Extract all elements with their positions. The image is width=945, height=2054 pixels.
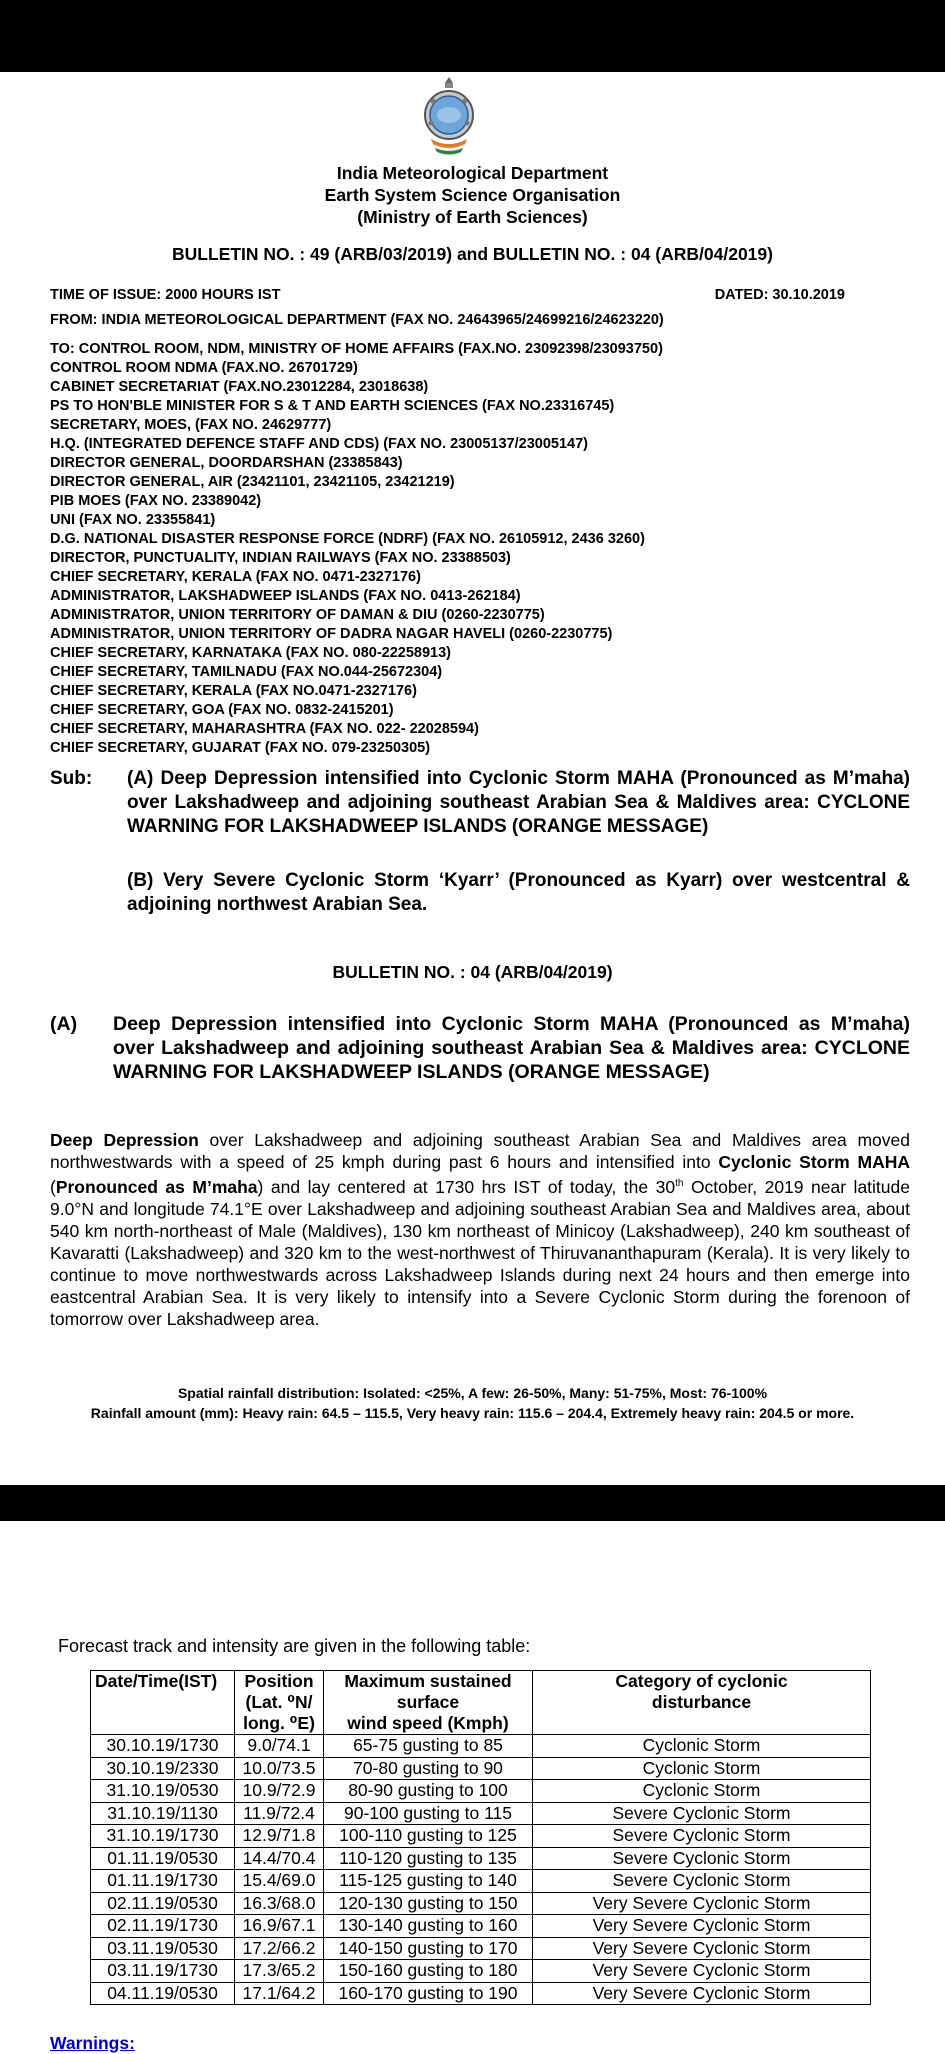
table-row [91, 1960, 871, 1983]
description-paragraph [50, 1129, 910, 1330]
bulletin-number: BULLETIN NO. : 04 (ARB/04/2019) [332, 962, 613, 982]
cell-wind: 120-130 gusting to 150 [324, 1892, 533, 1915]
cell-datetime: 31.10.19/1730 [91, 1825, 235, 1848]
body-text: October, 2019 near latitude 9.0°N and longitude 74.1°E over Lakshadweep and adjoining southeast Arabian Sea and Maldives area, about 540 km north-northeast of Male (Maldives), 130 km northeast of Minicoy (Lakshadweep), 240 km southeast of Kavaratti (Lakshadweep) and 320 km to the west-northwest of Thiruvananthapuram (Kerala). It is very likely to continue to move northwestwards across Lakshadweep Islands during next 24 hours and then emerge into eastcentral Arabian Sea. It is very likely to intensify into a Severe Cyclonic Storm during the forenoon of tomorrow over Lakshadweep area. [50, 1176, 910, 1329]
table-row [91, 1735, 871, 1758]
cell-category: Cyclonic Storm [533, 1757, 871, 1780]
col-wind-speed: Maximum sustained surface wind speed (Kmph) [324, 1671, 533, 1735]
body-text: over Lakshadweep and adjoining southeast Arabian Sea and Maldives area moved northwestwards with a speed of 25 kmph during past 6 hours and intensified into [50, 1130, 910, 1172]
page-break-bar [0, 1485, 945, 1521]
cell-position: 16.3/68.0 [235, 1892, 324, 1915]
cell-category: Cyclonic Storm [533, 1735, 871, 1758]
col-datetime: Date/Time(IST) [91, 1671, 235, 1735]
cell-position: 9.0/74.1 [235, 1735, 324, 1758]
section-a-label: (A) [50, 1013, 78, 1035]
table-row [91, 1915, 871, 1938]
from-line: FROM: INDIA METEOROLOGICAL DEPARTMENT (FAX NO. 24643965/24699216/24623220) [50, 312, 664, 328]
cell-wind: 115-125 gusting to 140 [324, 1870, 533, 1893]
cell-datetime: 03.11.19/0530 [91, 1937, 235, 1960]
recipient-line: ADMINISTRATOR, LAKSHADWEEP ISLANDS (FAX NO. 0413-262184) [50, 588, 521, 604]
ordinal-suffix: th [675, 1178, 684, 1189]
recipient-line: DIRECTOR, PUNCTUALITY, INDIAN RAILWAYS (FAX NO. 23388503) [50, 550, 511, 566]
cell-category: Severe Cyclonic Storm [533, 1847, 871, 1870]
cell-wind: 150-160 gusting to 180 [324, 1960, 533, 1983]
col-category: Category of cyclonic disturbance [533, 1671, 871, 1735]
table-row [91, 1757, 871, 1780]
table-header-row [91, 1671, 871, 1735]
cell-category: Severe Cyclonic Storm [533, 1870, 871, 1893]
cell-wind: 100-110 gusting to 125 [324, 1825, 533, 1848]
bold-text: Deep Depression [50, 1130, 199, 1150]
section-a-heading [50, 1012, 910, 1084]
recipient-line: TO: CONTROL ROOM, NDM, MINISTRY OF HOME AFFAIRS (FAX.NO. 23092398/23093750) [50, 341, 663, 357]
cell-category: Severe Cyclonic Storm [533, 1802, 871, 1825]
bold-text: Pronounced as M’maha [55, 1176, 258, 1197]
cell-position: 15.4/69.0 [235, 1870, 324, 1893]
cell-position: 17.3/65.2 [235, 1960, 324, 1983]
recipient-line: CABINET SECRETARIAT (FAX.NO.23012284, 23018638) [50, 379, 429, 395]
cell-wind: 130-140 gusting to 160 [324, 1915, 533, 1938]
cell-datetime: 02.11.19/1730 [91, 1915, 235, 1938]
cell-category: Very Severe Cyclonic Storm [533, 1892, 871, 1915]
cell-datetime: 30.10.19/2330 [91, 1757, 235, 1780]
cell-category: Very Severe Cyclonic Storm [533, 1915, 871, 1938]
recipient-line: H.Q. (INTEGRATED DEFENCE STAFF AND CDS) (FAX NO. 23005137/23005147) [50, 436, 588, 452]
section-a-title: Deep Depression intensified into Cyclonic Storm MAHA (Pronounced as M’maha) over Lakshadweep and adjoining southeast Arabian Sea & Maldives area: CYCLONE WARNING FOR LAKSHADWEEP ISLANDS (ORANGE MESSAGE) [113, 1013, 910, 1083]
cell-wind: 110-120 gusting to 135 [324, 1847, 533, 1870]
org-line: (Ministry of Earth Sciences) [357, 207, 588, 227]
cell-position: 14.4/70.4 [235, 1847, 324, 1870]
subject-b: (B) Very Severe Cyclonic Storm ‘Kyarr’ (Pronounced as Kyarr) over westcentral & adjoining northwest Arabian Sea. [127, 870, 910, 915]
subject-label: Sub: [50, 768, 93, 789]
recipient-line: CONTROL ROOM NDMA (FAX.NO. 26701729) [50, 360, 358, 376]
cell-category: Cyclonic Storm [533, 1780, 871, 1803]
top-black-bar [0, 0, 945, 72]
cell-datetime: 31.10.19/1130 [91, 1802, 235, 1825]
time-of-issue: TIME OF ISSUE: 2000 HOURS IST [50, 287, 281, 303]
recipient-line: CHIEF SECRETARY, TAMILNADU (FAX NO.044-25672304) [50, 664, 443, 680]
table-row [91, 1937, 871, 1960]
bulletin-title: BULLETIN NO. : 49 (ARB/03/2019) and BULLETIN NO. : 04 (ARB/04/2019) [172, 244, 773, 264]
cell-datetime: 02.11.19/0530 [91, 1892, 235, 1915]
table-row [91, 1982, 871, 2005]
cell-position: 17.2/66.2 [235, 1937, 324, 1960]
recipient-line: SECRETARY, MOES, (FAX NO. 24629777) [50, 417, 332, 433]
recipient-line: CHIEF SECRETARY, KERALA (FAX NO.0471-2327176) [50, 683, 417, 699]
body-text: ) and lay centered at 1730 hrs IST of today, the 30 [257, 1176, 676, 1197]
cell-wind: 140-150 gusting to 170 [324, 1937, 533, 1960]
recipient-line: CHIEF SECRETARY, MAHARASHTRA (FAX NO. 022- 22028594) [50, 721, 479, 737]
rainfall-amount: Rainfall amount (mm): Heavy rain: 64.5 – 115.5, Very heavy rain: 115.6 – 204.4, Extremely heavy rain: 204.5 or more. [90, 1405, 855, 1421]
recipient-line: CHIEF SECRETARY, GUJARAT (FAX NO. 079-23250305) [50, 740, 431, 756]
recipient-line: CHIEF SECRETARY, GOA (FAX NO. 0832-2415201) [50, 702, 394, 718]
table-row [91, 1802, 871, 1825]
table-row [91, 1825, 871, 1848]
cell-category: Severe Cyclonic Storm [533, 1825, 871, 1848]
recipient-line: CHIEF SECRETARY, KARNATAKA (FAX NO. 080-22258913) [50, 645, 451, 661]
cell-datetime: 31.10.19/0530 [91, 1780, 235, 1803]
cell-datetime: 04.11.19/0530 [91, 1982, 235, 2005]
cell-position: 11.9/72.4 [235, 1802, 324, 1825]
forecast-table [90, 1670, 871, 2005]
cell-category: Very Severe Cyclonic Storm [533, 1960, 871, 1983]
cell-wind: 70-80 gusting to 90 [324, 1757, 533, 1780]
recipient-line: CHIEF SECRETARY, KERALA (FAX NO. 0471-2327176) [50, 569, 421, 585]
cell-wind: 65-75 gusting to 85 [324, 1735, 533, 1758]
cell-position: 17.1/64.2 [235, 1982, 324, 2005]
cell-position: 10.0/73.5 [235, 1757, 324, 1780]
rainfall-distribution: Spatial rainfall distribution: Isolated: <25%, A few: 26-50%, Many: 51-75%, Most: 76-100% [177, 1385, 768, 1401]
cell-position: 10.9/72.9 [235, 1780, 324, 1803]
cell-datetime: 03.11.19/1730 [91, 1960, 235, 1983]
recipient-line: PS TO HON'BLE MINISTER FOR S & T AND EARTH SCIENCES (FAX NO.23316745) [50, 398, 615, 414]
cell-wind: 90-100 gusting to 115 [324, 1802, 533, 1825]
subject-a: (A) Deep Depression intensified into Cyclonic Storm MAHA (Pronounced as M’maha) over Lakshadweep and adjoining southeast Arabian Sea & Maldives area: CYCLONE WARNING FOR LAKSHADWEEP ISLANDS (ORANGE MESSAGE) [127, 768, 910, 837]
col-position: Position (Lat. ⁰N/ long. ⁰E) [235, 1671, 324, 1735]
cell-category: Very Severe Cyclonic Storm [533, 1937, 871, 1960]
warnings-heading: Warnings: [50, 2033, 135, 2053]
org-header [0, 162, 945, 228]
body-text: ( [50, 1176, 56, 1197]
cell-wind: 160-170 gusting to 190 [324, 1982, 533, 2005]
imd-emblem-icon [423, 75, 475, 155]
recipient-line: DIRECTOR GENERAL, AIR (23421101, 23421105, 23421219) [50, 474, 455, 490]
recipient-line: UNI (FAX NO. 23355841) [50, 512, 216, 528]
cell-datetime: 01.11.19/0530 [91, 1847, 235, 1870]
table-row [91, 1847, 871, 1870]
cell-wind: 80-90 gusting to 100 [324, 1780, 533, 1803]
forecast-intro: Forecast track and intensity are given in the following table: [58, 1636, 531, 1656]
cell-position: 12.9/71.8 [235, 1825, 324, 1848]
cell-datetime: 01.11.19/1730 [91, 1870, 235, 1893]
table-row [91, 1870, 871, 1893]
recipient-list [50, 340, 663, 758]
recipient-line: ADMINISTRATOR, UNION TERRITORY OF DAMAN & DIU (0260-2230775) [50, 607, 545, 623]
org-line: Earth System Science Organisation [324, 185, 621, 205]
table-row [91, 1892, 871, 1915]
org-line: India Meteorological Department [336, 163, 609, 183]
table-row [91, 1780, 871, 1803]
cell-position: 16.9/67.1 [235, 1915, 324, 1938]
recipient-line: DIRECTOR GENERAL, DOORDARSHAN (23385843) [50, 455, 403, 471]
subject-block [50, 767, 910, 917]
cell-category: Very Severe Cyclonic Storm [533, 1982, 871, 2005]
dated: DATED: 30.10.2019 [714, 287, 845, 303]
recipient-line: PIB MOES (FAX NO. 23389042) [50, 493, 262, 509]
recipient-line: ADMINISTRATOR, UNION TERRITORY OF DADRA NAGAR HAVELI (0260-2230775) [50, 626, 613, 642]
recipient-line: D.G. NATIONAL DISASTER RESPONSE FORCE (NDRF) (FAX NO. 26105912, 2436 3260) [50, 531, 645, 547]
bold-text: Cyclonic Storm MAHA [718, 1152, 910, 1172]
cell-datetime: 30.10.19/1730 [91, 1735, 235, 1758]
